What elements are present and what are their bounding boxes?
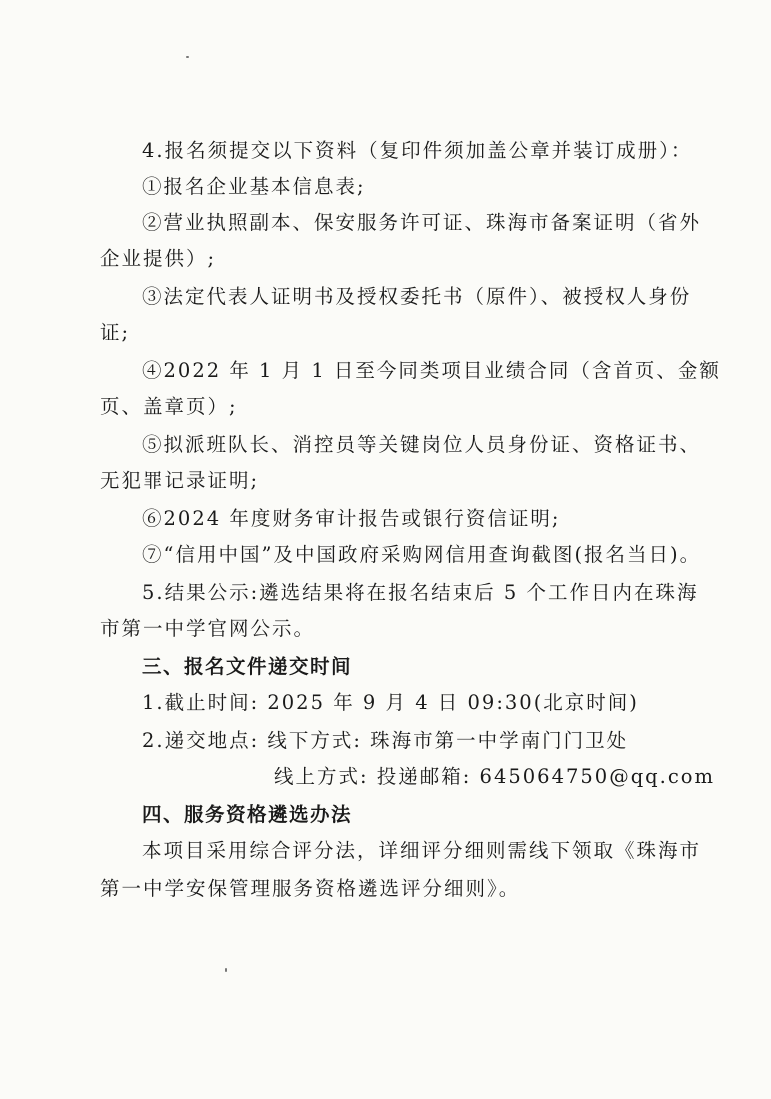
item-5-cont: 市第一中学官网公示。 bbox=[100, 617, 316, 640]
online-submission-line: 线上方式: 投递邮箱: 645064750@qq.com bbox=[274, 765, 716, 788]
material-2-cont: 企业提供）; bbox=[100, 247, 217, 270]
item-4-required-materials: 4.报名须提交以下资料（复印件须加盖公章并装订成册）： bbox=[142, 139, 693, 162]
submission-location-line: 2.递交地点: 线下方式: 珠海市第一中学南门门卫处 bbox=[142, 729, 629, 752]
material-3-cont: 证; bbox=[100, 321, 131, 344]
scoring-method-line: 本项目采用综合评分法，详细评分细则需线下领取《珠海市 bbox=[142, 839, 702, 862]
item-5-result-notice: 5.结果公示:遴选结果将在报名结束后 5 个工作日内在珠海 bbox=[142, 581, 699, 604]
material-5: ⑤拟派班队长、消控员等关键岗位人员身份证、资格证书、 bbox=[142, 433, 702, 456]
section-3-heading: 三、报名文件递交时间 bbox=[142, 655, 353, 678]
material-4: ④2022 年 1 月 1 日至今同类项目业绩合同（含首页、金额 bbox=[142, 359, 721, 382]
material-3: ③法定代表人证明书及授权委托书（原件）、被授权人身份 bbox=[142, 285, 692, 308]
material-7: ⑦“信用中国”及中国政府采购网信用查询截图(报名当日)。 bbox=[142, 543, 702, 566]
material-2: ②营业执照副本、保安服务许可证、珠海市备案证明（省外 bbox=[142, 211, 702, 234]
section-4-heading: 四、服务资格遴选办法 bbox=[142, 803, 353, 826]
scan-speck bbox=[186, 56, 189, 58]
deadline-line: 1.截止时间: 2025 年 9 月 4 日 09:30(北京时间) bbox=[142, 691, 639, 714]
scoring-method-cont: 第一中学安保管理服务资格遴选评分细则》。 bbox=[100, 877, 521, 900]
scan-speck bbox=[225, 968, 227, 972]
material-6: ⑥2024 年度财务审计报告或银行资信证明; bbox=[142, 507, 561, 530]
material-5-cont: 无犯罪记录证明; bbox=[100, 469, 260, 492]
material-4-cont: 页、盖章页）; bbox=[100, 395, 238, 418]
material-1: ①报名企业基本信息表; bbox=[142, 175, 366, 198]
